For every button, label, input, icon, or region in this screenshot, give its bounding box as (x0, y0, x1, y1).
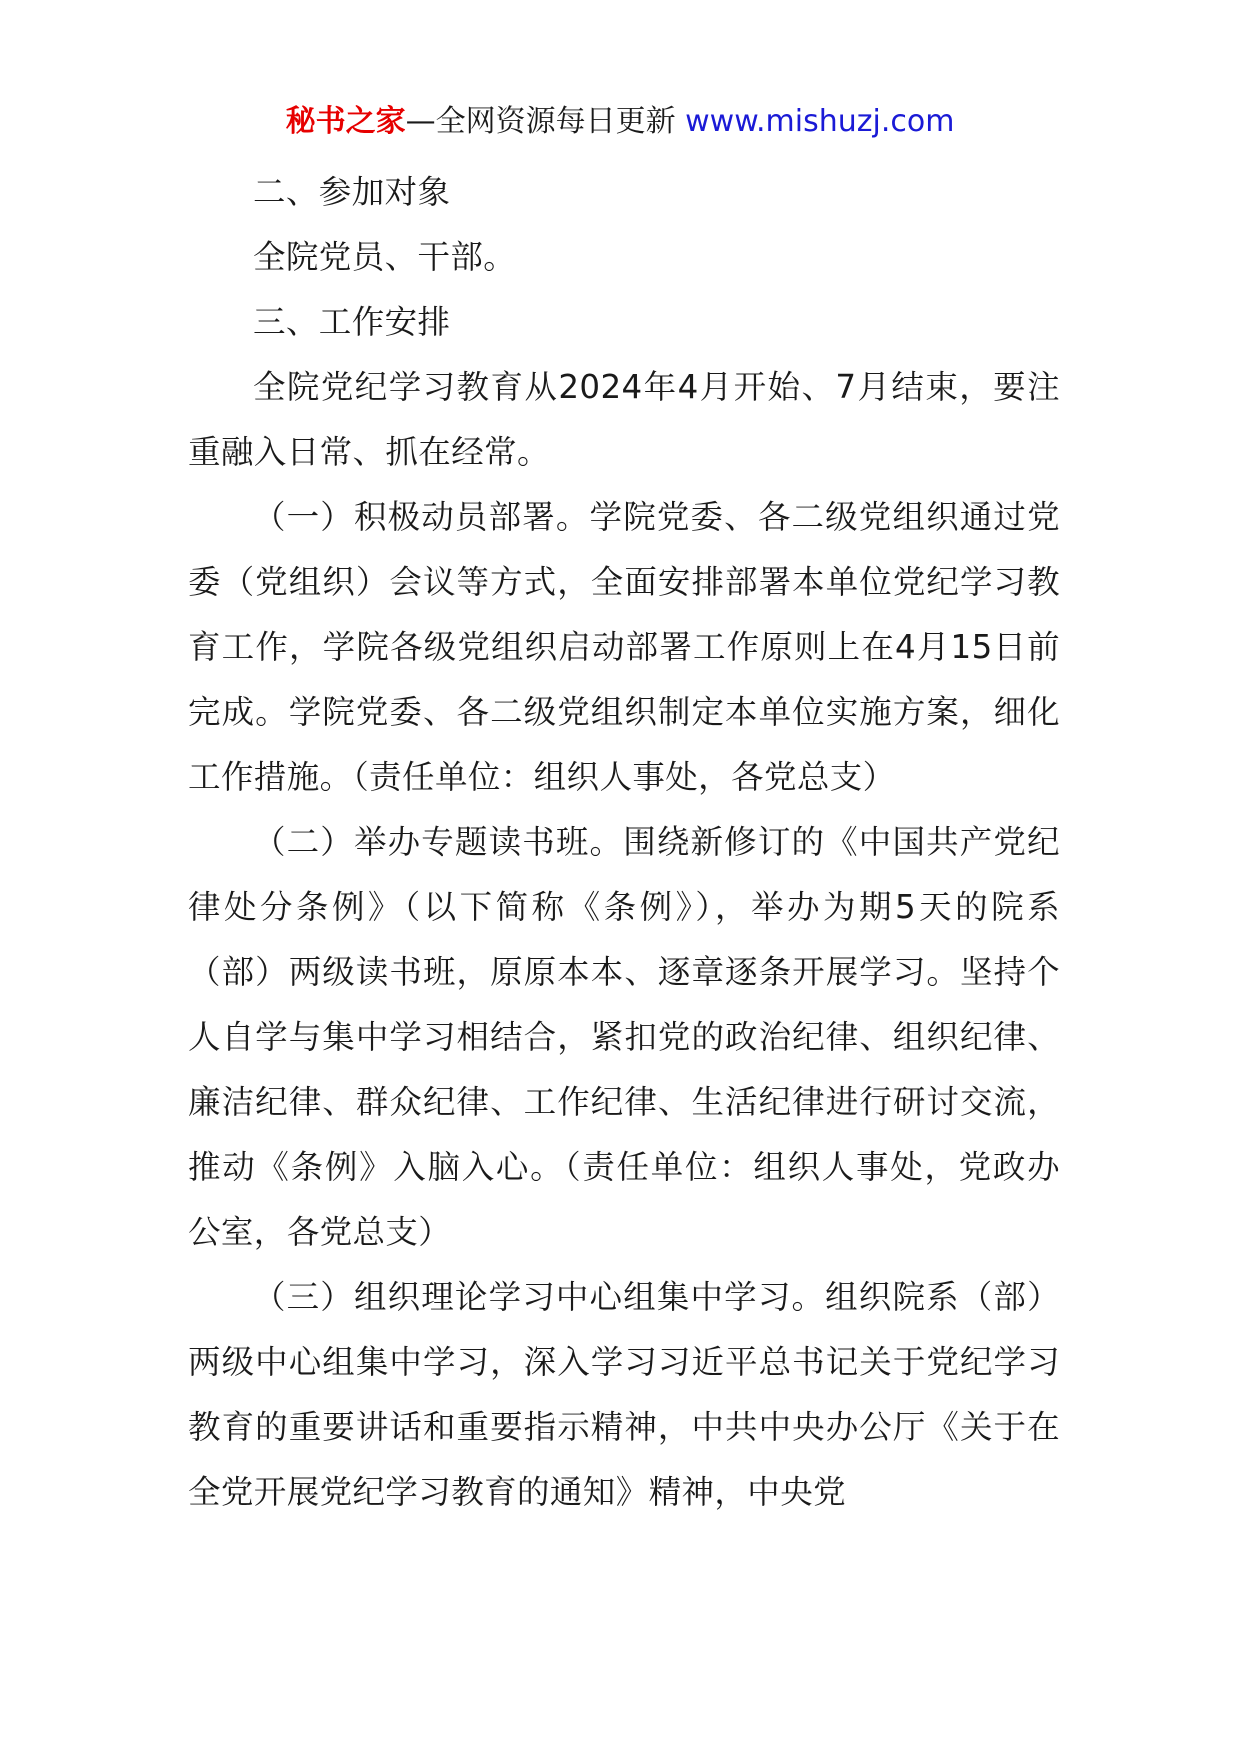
header-banner (0, 100, 1240, 144)
paragraph-central-group-study: （三）组织理论学习中心组集中学习。组织院系（部）两级中心组集中学习，深入学习习近平总书记关于党纪学习教育的重要讲话和重要指示精神，中共中央办公厅《关于在全党开展党纪学习教育的通知》精神，中央党 (188, 1278, 1060, 1511)
section-heading-arrangement: 三、工作安排 (253, 303, 451, 341)
brand-name: 秘书之家 (285, 104, 406, 139)
header-slogan: —全网资源每日更新 (405, 104, 686, 139)
paragraph-timeline: 全院党纪学习教育从2024年4月开始、7月结束，要注重融入日常、抓在经常。 (188, 368, 1060, 471)
paragraph-mobilization: （一）积极动员部署。学院党委、各二级党组织通过党委（党组织）会议等方式，全面安排部署本单位党纪学习教育工作，学院各级党组织启动部署工作原则上在4月15日前完成。学院党委、各二级党组织制定本单位实施方案，细化工作措施。（责任单位：组织人事处，各党总支） (188, 498, 1060, 796)
section-heading-participants: 二、参加对象 (253, 173, 451, 211)
participants-text: 全院党员、干部。 (253, 238, 517, 276)
paragraph-reading-class: （二）举办专题读书班。围绕新修订的《中国共产党纪律处分条例》（以下简称《条例》），举办为期5天的院系（部）两级读书班，原原本本、逐章逐条开展学习。坚持个人自学与集中学习相结合，紧扣党的政治纪律、组织纪律、廉洁纪律、群众纪律、工作纪律、生活纪律进行研讨交流，推动《条例》入脑入心。（责任单位：组织人事处，党政办公室，各党总支） (188, 823, 1060, 1251)
website-link[interactable]: www.mishuzj.com (685, 104, 955, 139)
document-body (188, 160, 1060, 1525)
